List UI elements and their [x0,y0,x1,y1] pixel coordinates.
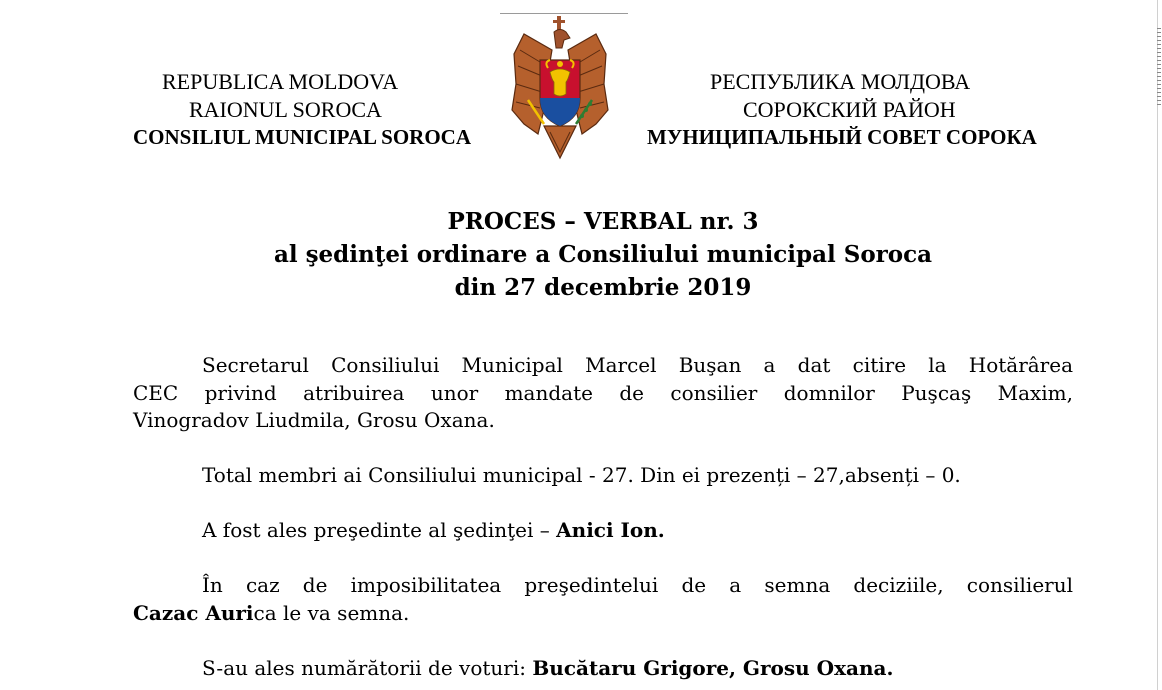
chair-name: Anici Ion. [556,518,665,542]
paragraph-counters-line [133,655,1073,683]
header-left-country: REPUBLICA MOLDOVA [162,69,399,94]
paragraph-signatory-line-1: În caz de imposibilitatea preşedintelui de a semna deciziile, consilierul [202,573,1073,597]
paragraph-signatory-rest: ca le va semna. [253,600,410,625]
counters-names: Bucătaru Grigore, Grosu Oxana. [532,656,894,680]
paragraph-attendance [133,462,1073,490]
header-left-district: RAIONUL SOROCA [189,97,382,122]
paragraph-mandates-line-1: Secretarul Consiliului Municipal Marcel Buşan a dat citire la Hotărârea [202,353,1073,377]
header-left-council: CONSILIUL MUNICIPAL SOROCA [133,125,471,149]
document-title: PROCES – VERBAL nr. 3 [447,208,759,235]
document-subtitle: al şedinţei ordinare a Consiliului municipal Soroca [273,241,933,268]
paragraph-mandates [133,352,1073,435]
paragraph-counters-text: S-au ales numărătorii de voturi: [202,656,533,680]
paragraph-counters [133,655,1073,683]
paragraph-mandates-line-3: Vinogradov Liudmila, Grosu Oxana. [133,408,495,432]
header-right-council: МУНИЦИПАЛЬНЫЙ СОВЕТ СОРОКА [647,125,1037,149]
paragraph-signatory-line-2 [133,600,1073,628]
paragraph-chair [133,517,1073,545]
moldova-coat-of-arms-icon [504,14,616,160]
document-date: din 27 decembrie 2019 [454,274,752,301]
paragraph-mandates-line-2: CEC privind atribuirea unor mandate de consilier domnilor Puşcaş Maxim, [133,380,1073,405]
header-right-country: РЕСПУБЛИКА МОЛДОВА [710,69,971,94]
paragraph-signatory [133,572,1073,627]
paragraph-attendance-text: Total membri ai Consiliului municipal - 27. Din ei prezenți – 27,absenți – 0. [202,463,961,487]
paragraph-chair-text: A fost ales preşedinte al şedinţei – [202,518,557,542]
paragraph-chair-line [133,517,1073,545]
ruler-marks [1157,28,1161,108]
header-right-district: СОРОКСКИЙ РАЙОН [743,97,956,122]
signatory-name: Cazac Auri [133,600,254,625]
